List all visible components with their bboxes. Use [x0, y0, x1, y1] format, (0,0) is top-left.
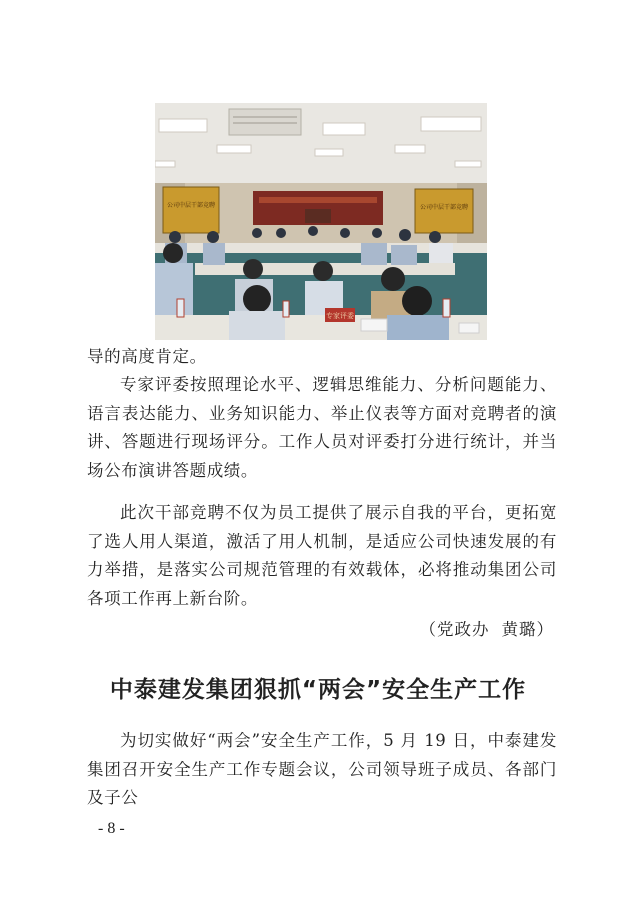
- signature-department: （党政办: [419, 620, 490, 639]
- page-number: - 8 -: [98, 820, 125, 837]
- nameplate-text: 专家评委: [326, 312, 354, 320]
- paragraph-conclusion: 此次干部竞聘不仅为员工提供了展示自我的平台，更拓宽了选人用人渠道，激活了用人机制，是适应公司快速发展的有力举措，是落实公司规范管理的有效载体，必将推动集团公司各项工作再上新台阶。: [87, 503, 557, 608]
- article-signature: [420, 616, 555, 640]
- screen-right-text: 公司中层干部竞聘: [419, 204, 469, 211]
- paragraph-evaluation: 专家评委按照理论水平、逻辑思维能力、分析问题能力、语言表达能力、业务知识能力、举止仪表等方面对竞聘者的演讲、答题进行现场评分。工作人员对评委打分进行统计，并当场公布演讲答题成绩。: [87, 375, 557, 480]
- screen-left-text: 公司中层干部竞聘: [166, 202, 216, 209]
- article-intro: 为切实做好“两会”安全生产工作，5 月 19 日，中泰建发集团召开安全生产工作专题会议，公司领导班子成员、各部门及子公: [87, 731, 557, 807]
- article-title: 中泰建发集团狠抓“两会”安全生产工作: [109, 677, 527, 703]
- signature-author: 黄璐）: [501, 620, 554, 639]
- meeting-photo-illustration: [155, 103, 487, 340]
- meeting-photo: [155, 103, 487, 340]
- paragraph-continuation: 导的高度肯定。: [87, 347, 207, 366]
